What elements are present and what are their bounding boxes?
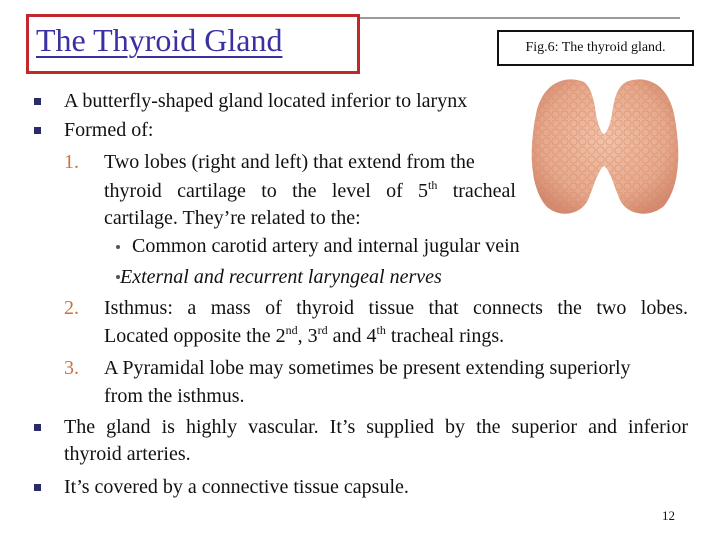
sub-item-text: External and recurrent laryngeal nerves (120, 266, 442, 288)
sub-item-text: Common carotid artery and internal jugular vein (132, 235, 520, 257)
list-item-text: Two lobes (right and left) that extend from the (104, 151, 475, 173)
sub-bullet-dot-icon (116, 245, 120, 249)
bullet-square-icon (34, 484, 41, 491)
list-item-text: thyroid cartilage to the level of 5th tracheal (104, 178, 516, 202)
list-item-text: Located opposite the 2nd, 3rd and 4th tracheal rings. (104, 323, 505, 347)
bullet-text: A butterfly-shaped gland located inferior to larynx (64, 90, 468, 112)
list-item-text: Isthmus: a mass of thyroid tissue that connects the two lobes. (104, 297, 688, 319)
figure-caption: Fig.6: The thyroid gland. (497, 30, 694, 66)
list-number: 1. (64, 151, 79, 173)
list-item-text: A Pyramidal lobe may sometimes be present extending superiorly (104, 357, 631, 379)
bullet-text: Formed of: (64, 119, 154, 141)
bullet-text: The gland is highly vascular. It’s supplied by the superior and inferior (64, 416, 688, 438)
list-item-text: cartilage. They’re related to the: (104, 207, 361, 229)
slide-title: The Thyroid Gland (36, 22, 283, 58)
list-number: 3. (64, 357, 79, 379)
bullet-square-icon (34, 98, 41, 105)
bullet-text: It’s covered by a connective tissue capsule. (64, 476, 409, 498)
list-number: 2. (64, 297, 79, 319)
bullet-text: thyroid arteries. (64, 443, 191, 465)
page-number: 12 (662, 508, 675, 523)
bullet-square-icon (34, 127, 41, 134)
bullet-square-icon (34, 424, 41, 431)
list-item-text: from the isthmus. (104, 385, 245, 407)
